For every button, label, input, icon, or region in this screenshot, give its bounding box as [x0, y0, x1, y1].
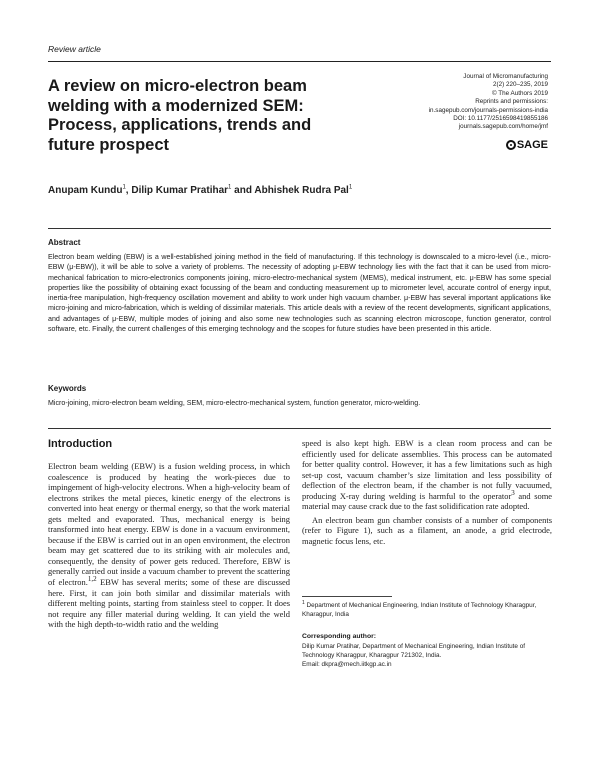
citation-ref[interactable]: 1,2	[87, 575, 97, 584]
affiliation-text: Department of Mechanical Engineering, Indian Institute of Technology Kharagpur, Kharagpur, India	[302, 602, 537, 618]
author-name: Anupam Kundu	[48, 185, 123, 196]
abstract-section	[48, 228, 551, 429]
author-separator: ,	[125, 185, 132, 196]
journal-copyright: © The Authors 2019	[492, 89, 548, 97]
affiliation-mark: 1	[348, 184, 353, 191]
affiliation-mark: 1	[302, 599, 305, 606]
sage-logo-text: SAGE	[516, 139, 548, 151]
abstract-text: Electron beam welding (EBW) is a well-established joining method in the field of manufacturing. If this technology is downscaled to a micro-level (i.e., micro-EBW (μ-EBW)), it will be able to solve a variety of problems. The necessity of adopting μ-EBW technology lies with the fact that it can be used from micro-mechanical fabrication to micro-electronics components joining, micro-electro-mechanical system (MEMS), medical instrument, etc. μ-EBW has some special properties like the possibility of obtaining exact focussing of the beam and conducting measurement up to micrometer level, accurate control of energy input, inertia-free manipulation, high-frequency oscillation movement and ability to work under high vacuum chamber. μ-EBW has several important applications like micro-joining and micro-fabrication, which is welding of dissimilar materials. This article deals with a review of the recent developments, significant applications, and advantages of μ-EBW, multiple modes of joining and also some new technologies such as scanning electron microscope, function generator, control software, etc. Finally, the current challenges of this emerging technology and the scopes for future studies have been presented in this article.	[48, 253, 551, 334]
journal-meta	[348, 73, 548, 132]
sage-logo	[506, 139, 548, 151]
keywords-heading: Keywords	[48, 384, 87, 393]
keywords-text: Micro-joining, micro-electron beam welding, SEM, micro-electro-mechanical system, function generator, micro-welding.	[48, 399, 421, 407]
corresponding-author-text: Dilip Kumar Pratihar, Department of Mechanical Engineering, Indian Institute of Technology Kharagpur, Kharagpur 721302, India.	[302, 643, 526, 659]
journal-name: Journal of Micromanufacturing	[463, 73, 548, 80]
introduction-heading: Introduction	[48, 438, 113, 450]
paper-title: A review on micro-electron beam welding with a modernized SEM: Process, applications, trends and future prospect	[48, 77, 312, 154]
corresponding-author-email[interactable]: Email: dkpra@mech.iitkgp.ac.in	[302, 661, 392, 668]
author-list	[48, 185, 352, 196]
journal-volume: 2(2) 220–235, 2019	[493, 81, 548, 89]
footnote-rule	[302, 596, 392, 597]
doi-link[interactable]: DOI: 10.1177/2516598419855186	[453, 115, 548, 123]
journal-home-link[interactable]: journals.sagepub.com/home/jmf	[458, 123, 548, 131]
author-separator: and	[231, 185, 255, 196]
body-text: speed is also kept high. EBW is a clean room process and can be efficiently used for delicate assemblies. This process can be automated for better quality control. However, it has a few limitations such as high set-up cost, vacuum chamber’s size limitation and less possibility of deflection of the electron beam, if the chamber is not fully vacuumed, producing X-ray during welding is harmful to the operator	[302, 438, 552, 501]
reprints-link[interactable]: in.sagepub.com/journals-permissions-india	[428, 106, 548, 114]
body-text: Electron beam welding (EBW) is a fusion welding process, in which coalescence is produced by heating the work-pieces due to impingement of high-velocity electrons. When a high-velocity beam of electrons strikes the metal pieces, kinetic energy of the electrons is converted into heat energy or thermal energy, so that the work material gets melted and evaporated. Thus, mechanical energy is being transformed into heat energy. EBW is done in a vacuum environment, because if the EBW is carried out in an open environment, the electron beam may get scattered due to its striking with air molecules and, consequently, the density of power gets reduced. Therefore, EBW is generally carried out inside a vacuum chamber to prevent the scattering of electron.	[48, 461, 290, 588]
abstract-heading: Abstract	[48, 238, 81, 247]
body-text: EBW has several merits; some of these are discussed here. First, it can join both similar and dissimilar materials with different melting points, starting from stainless steel to copper. It does not require any filler material during welding. It can yield the weld with the high depth-to-width ratio and the welding	[48, 577, 291, 630]
sage-logo-icon	[506, 140, 516, 150]
author-name: Dilip Kumar Pratihar	[131, 185, 229, 196]
body-text-left-column	[48, 461, 290, 630]
citation-ref[interactable]: 3	[511, 488, 515, 497]
corresponding-author-heading: Corresponding author:	[302, 633, 377, 640]
body-text-right-column	[302, 438, 552, 546]
body-paragraph	[302, 438, 552, 512]
body-paragraph: An electron beam gun chamber consists of a number of components (refer to Figure 1), such as a filament, an anode, a grid electrode, magnetic focus lens, etc.	[302, 514, 552, 546]
header-rule	[48, 61, 551, 62]
body-text: and some material may cause crack due to the fast solidification rate adopted.	[302, 490, 553, 512]
affiliation-mark: 1	[228, 184, 232, 191]
article-type-label: Review article	[48, 44, 101, 54]
author-name: Abhishek Rudra Pal	[254, 185, 349, 196]
affiliation-footnote	[302, 599, 552, 619]
affiliation-mark: 1	[122, 184, 126, 191]
journal-reprints: Reprints and permissions:	[475, 98, 548, 106]
